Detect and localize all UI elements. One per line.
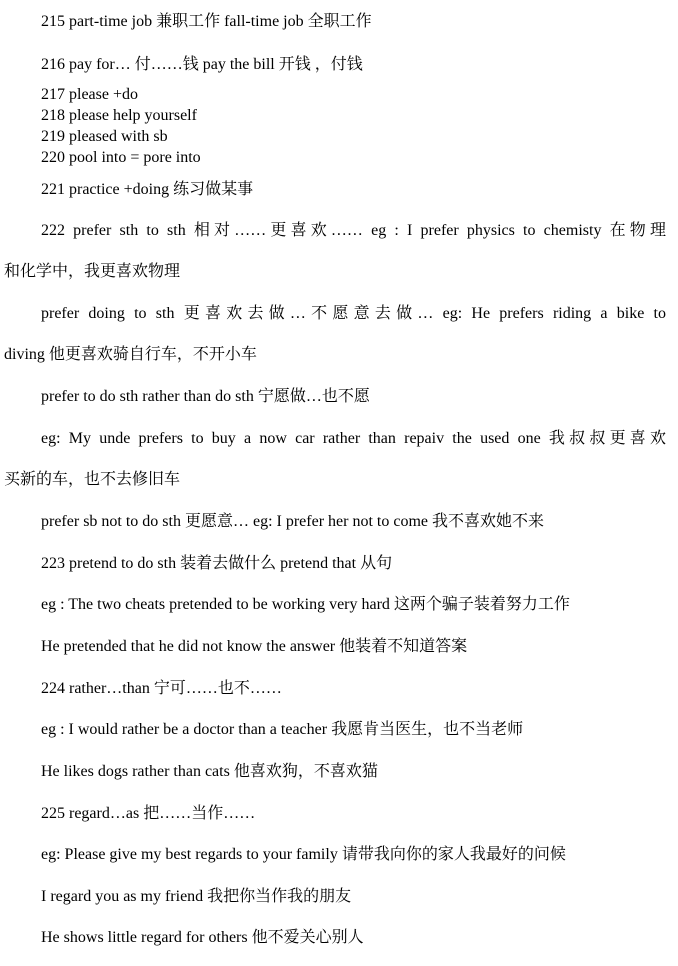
entry-222-continuation: 和化学中，我更喜欢物理 bbox=[4, 263, 181, 280]
regard-friend-line: I regard you as my friend 我把你当作我的朋友 bbox=[41, 888, 352, 905]
entry-215: 215 part-time job 兼职工作 fall-time job 全职工作 bbox=[41, 13, 372, 30]
entry-224: 224 rather…than 宁可……也不…… bbox=[41, 680, 282, 697]
entry-221: 221 practice +doing 练习做某事 bbox=[41, 181, 254, 198]
dogs-cats-line: He likes dogs rather than cats 他喜欢狗，不喜欢猫 bbox=[41, 763, 378, 780]
uncle-example-continuation: 买新的车，也不去修旧车 bbox=[4, 471, 181, 488]
little-regard-line: He shows little regard for others 他不爱关心别人 bbox=[41, 929, 364, 946]
entry-222: 222 prefer sth to sth 相对……更喜欢…… eg : I prefer physics to chemisty 在物理 bbox=[41, 222, 666, 239]
regards-example-line: eg: Please give my best regards to your family 请带我向你的家人我最好的问候 bbox=[41, 846, 566, 863]
prefer-doing-line: prefer doing to sth 更喜欢去做…不愿意去做… eg: He prefers riding a bike to bbox=[41, 305, 666, 322]
entry-225: 225 regard…as 把……当作…… bbox=[41, 805, 256, 822]
entry-216: 216 pay for… 付……钱 pay the bill 开钱 ，付钱 bbox=[41, 56, 363, 73]
prefer-sb-not-line: prefer sb not to do sth 更愿意… eg: I prefer her not to come 我不喜欢她不来 bbox=[41, 513, 545, 530]
entry-217: 217 please +do bbox=[41, 86, 138, 103]
doctor-example-line: eg : I would rather be a doctor than a teacher 我愿肯当医生，也不当老师 bbox=[41, 721, 524, 738]
pretended-answer-line: He pretended that he did not know the answer 他装着不知道答案 bbox=[41, 638, 468, 655]
prefer-doing-continuation: diving 他更喜欢骑自行车，不开小车 bbox=[4, 346, 257, 363]
uncle-example-line: eg: My unde prefers to buy a now car rather than repaiv the used one 我叔叔更喜欢 bbox=[41, 430, 666, 447]
entry-219: 219 pleased with sb bbox=[41, 128, 168, 145]
entry-218: 218 please help yourself bbox=[41, 107, 197, 124]
entry-223: 223 pretend to do sth 装着去做什么 pretend that 从句 bbox=[41, 555, 393, 572]
prefer-rather-than-line: prefer to do sth rather than do sth 宁愿做…也不愿 bbox=[41, 388, 370, 405]
cheats-example-line: eg : The two cheats pretended to be working very hard 这两个骗子装着努力工作 bbox=[41, 596, 570, 613]
entry-220: 220 pool into = pore into bbox=[41, 149, 201, 166]
